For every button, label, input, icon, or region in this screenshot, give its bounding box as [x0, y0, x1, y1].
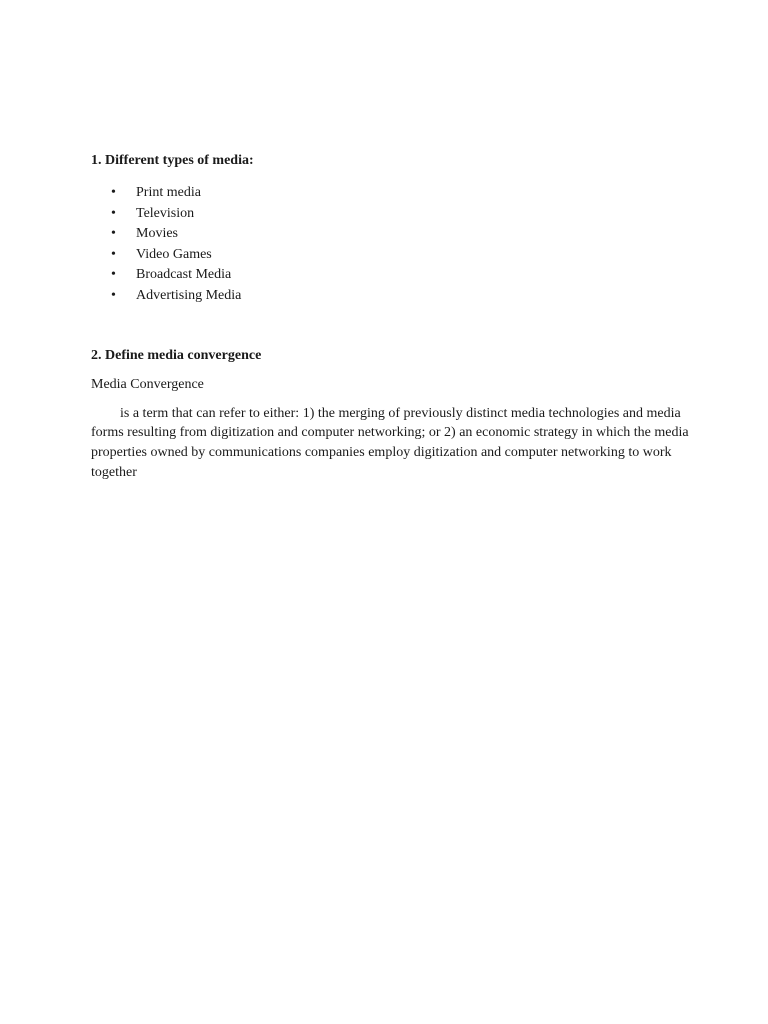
bullet-icon: • — [111, 287, 116, 303]
list-item-text: Print media — [136, 185, 201, 200]
bullet-icon: • — [111, 226, 116, 242]
section-2-heading: 2. Define media convergence — [91, 347, 262, 363]
list-item-text: Broadcast Media — [136, 267, 232, 283]
list-item-text: Video Games — [136, 246, 212, 262]
bullet-icon: • — [111, 205, 116, 221]
term-label: Media Convergence — [91, 376, 204, 392]
list-item-text: Television — [136, 205, 195, 221]
list-item-text: Movies — [136, 226, 178, 242]
list-item — [91, 204, 688, 225]
list-item — [91, 286, 688, 307]
list-item — [91, 265, 688, 286]
media-types-list — [91, 183, 688, 307]
bullet-icon: • — [111, 185, 116, 200]
list-item — [91, 224, 688, 245]
list-item-text: Advertising Media — [136, 287, 242, 303]
definition-paragraph: is a term that can refer to either: 1) the merging of previously distinct media technologies and media forms resulting from digitization and computer networking; or 2) an economic strategy in which the media properties owned by communications companies employ digitization and computer networking to work together — [91, 405, 689, 480]
bullet-icon: • — [111, 246, 116, 262]
list-item — [91, 183, 688, 204]
list-item — [91, 245, 688, 266]
bullet-icon: • — [111, 267, 116, 283]
section-1-heading: 1. Different types of media: — [91, 153, 254, 168]
